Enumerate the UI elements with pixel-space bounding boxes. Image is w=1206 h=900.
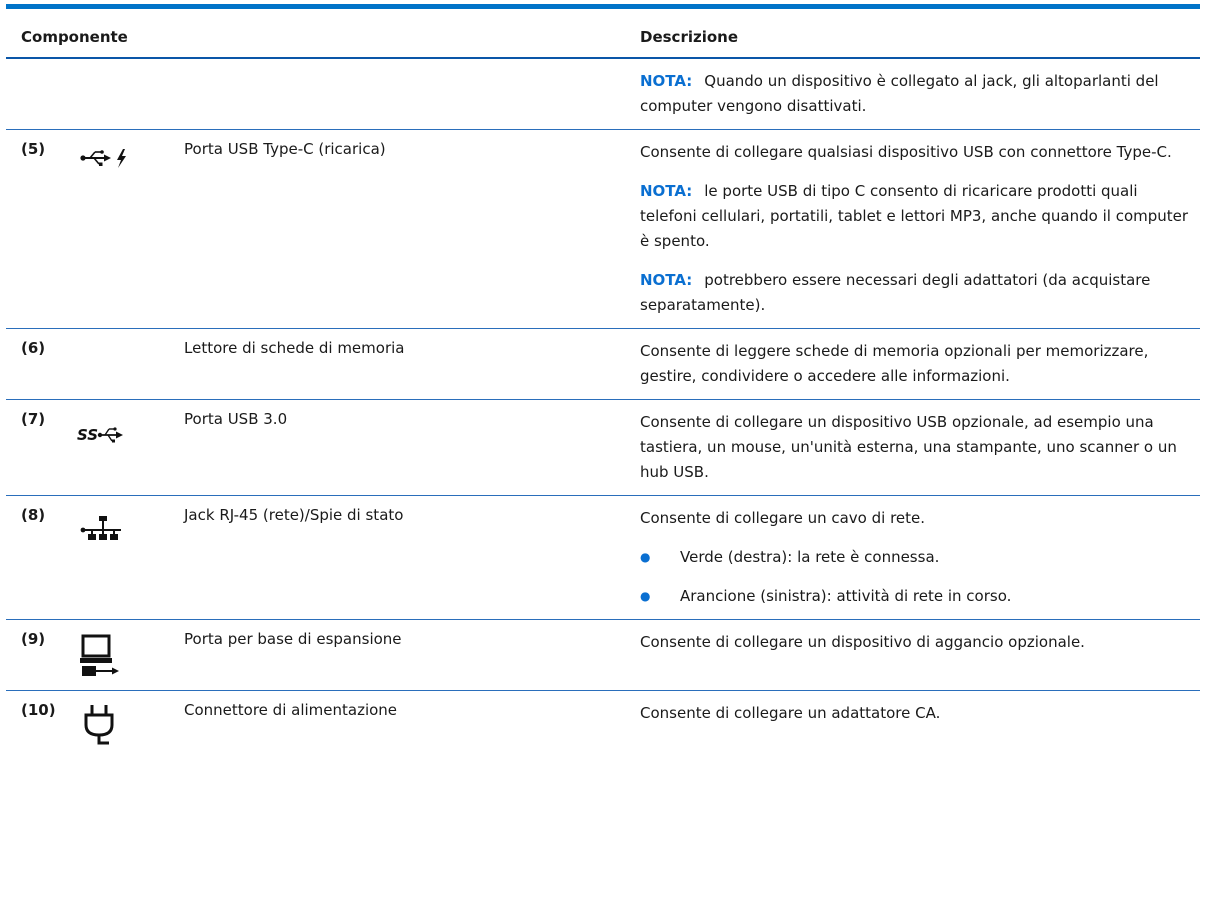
row-name: Lettore di schede di memoria <box>184 329 634 400</box>
note-label: NOTA: <box>640 72 693 90</box>
header-description: Descrizione <box>640 28 739 46</box>
header-component: Componente <box>21 28 128 46</box>
note-label: NOTA: <box>640 271 693 289</box>
row-desc-text: Consente di collegare un cavo di rete. <box>640 509 926 527</box>
row-number: (9) <box>6 620 64 691</box>
note <box>640 268 1194 318</box>
bullet-item: ● Arancione (sinistra): attività di rete in corso. <box>640 584 1194 609</box>
row-name: Porta USB Type-C (ricarica) <box>184 130 634 329</box>
note-text: le porte USB di tipo C consento di ricaricare prodotti quali telefoni cellulari, portatili, tablet e lettori MP3, anche quando il computer è spento. <box>640 182 1189 250</box>
table-row <box>6 691 1200 762</box>
network-icon <box>64 496 184 620</box>
row-description <box>634 496 1200 620</box>
row-number: (6) <box>6 329 64 400</box>
table-row <box>6 130 1200 329</box>
docking-icon <box>64 620 184 691</box>
row-description: Consente di collegare un dispositivo USB opzionale, ad esempio una tastiera, un mouse, un'unità esterna, una stampante, uno scanner o un hub USB. <box>634 400 1200 496</box>
table-header <box>6 18 1200 58</box>
bullet-dot-icon: ● <box>640 550 651 564</box>
note-text: potrebbero essere necessari degli adattatori (da acquistare separatamente). <box>640 271 1151 314</box>
usb-superspeed-icon <box>64 400 184 496</box>
note <box>640 69 1194 119</box>
top-rule <box>6 4 1200 9</box>
bullet-dot-icon: ● <box>640 589 651 603</box>
row-description <box>634 130 1200 329</box>
row-number: (8) <box>6 496 64 620</box>
table-row <box>6 329 1200 400</box>
table-row <box>6 400 1200 496</box>
row-number: (5) <box>6 130 64 329</box>
component-table <box>6 18 1200 761</box>
row-description <box>634 58 1200 130</box>
row-name: Porta USB 3.0 <box>184 400 634 496</box>
table-row <box>6 58 1200 130</box>
row-description: Consente di collegare un dispositivo di aggancio opzionale. <box>634 620 1200 691</box>
note-label: NOTA: <box>640 182 693 200</box>
note-text: Quando un dispositivo è collegato al jack, gli altoparlanti del computer vengono disattivati. <box>640 72 1159 115</box>
row-number: (7) <box>6 400 64 496</box>
power-connector-icon <box>64 691 184 762</box>
usb-charging-icon <box>64 130 184 329</box>
row-name: Connettore di alimentazione <box>184 691 634 762</box>
row-description: Consente di leggere schede di memoria opzionali per memorizzare, gestire, condividere o accedere alle informazioni. <box>634 329 1200 400</box>
row-number: (10) <box>6 691 64 762</box>
table-row <box>6 496 1200 620</box>
row-desc-text: Consente di collegare qualsiasi dispositivo USB con connettore Type-C. <box>640 143 1172 161</box>
row-description: Consente di collegare un adattatore CA. <box>634 691 1200 762</box>
svg-text:SS: SS <box>77 426 99 444</box>
row-name: Jack RJ-45 (rete)/Spie di stato <box>184 496 634 620</box>
table-row <box>6 620 1200 691</box>
note <box>640 179 1194 254</box>
row-name: Porta per base di espansione <box>184 620 634 691</box>
bullet-item: ● Verde (destra): la rete è connessa. <box>640 545 1194 570</box>
